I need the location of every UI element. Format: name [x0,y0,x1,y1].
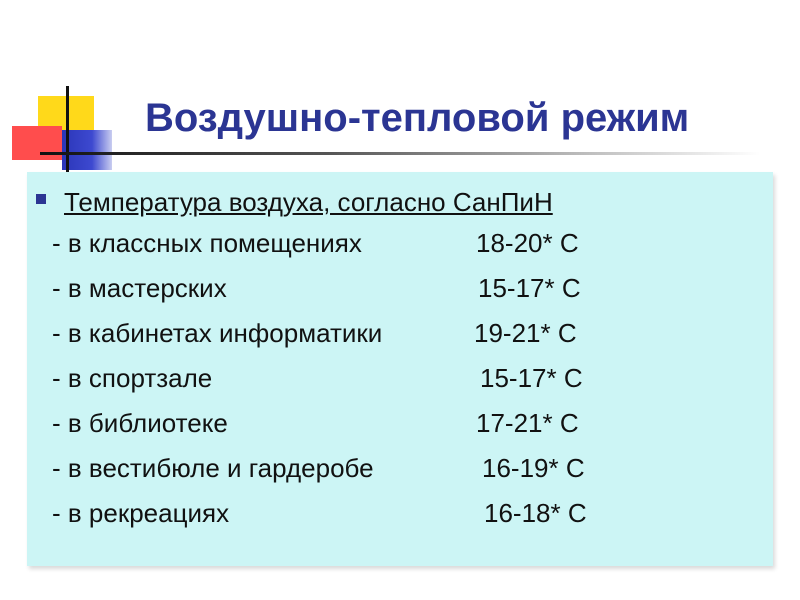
temperature-value: 16-19* С [482,453,585,483]
room-label: - в классных помещениях [52,228,362,258]
list-item [52,498,652,534]
temperature-value: 19-21* С [474,318,577,348]
room-label: - в рекреациях [52,498,230,528]
temperature-value: 15-17* С [480,363,583,393]
list-item [52,408,652,444]
list-item [52,363,652,399]
temperature-value: 16-18* С [484,498,587,528]
list-item [52,228,652,264]
temperature-value: 15-17* С [478,273,581,303]
decor-blue-square [62,130,112,170]
decor-vertical-line [66,86,69,176]
temperature-value: 18-20* С [476,228,579,258]
temperature-value: 17-21* С [476,408,579,438]
list-item [52,273,652,309]
room-label: - в вестибюле и гардеробе [52,453,374,483]
room-label: - в библиотеке [52,408,228,438]
slide-title: Воздушно-тепловой режим [145,96,690,140]
content-heading: Температура воздуха, согласно СанПиН [64,186,553,217]
list-item [52,453,652,489]
list-item [52,318,652,354]
square-bullet-icon [36,194,46,204]
room-label: - в кабинетах информатики [52,318,383,348]
heading-line [36,184,553,220]
room-label: - в мастерских [52,273,227,303]
decor-title-underline [40,152,760,155]
room-label: - в спортзале [52,363,213,393]
